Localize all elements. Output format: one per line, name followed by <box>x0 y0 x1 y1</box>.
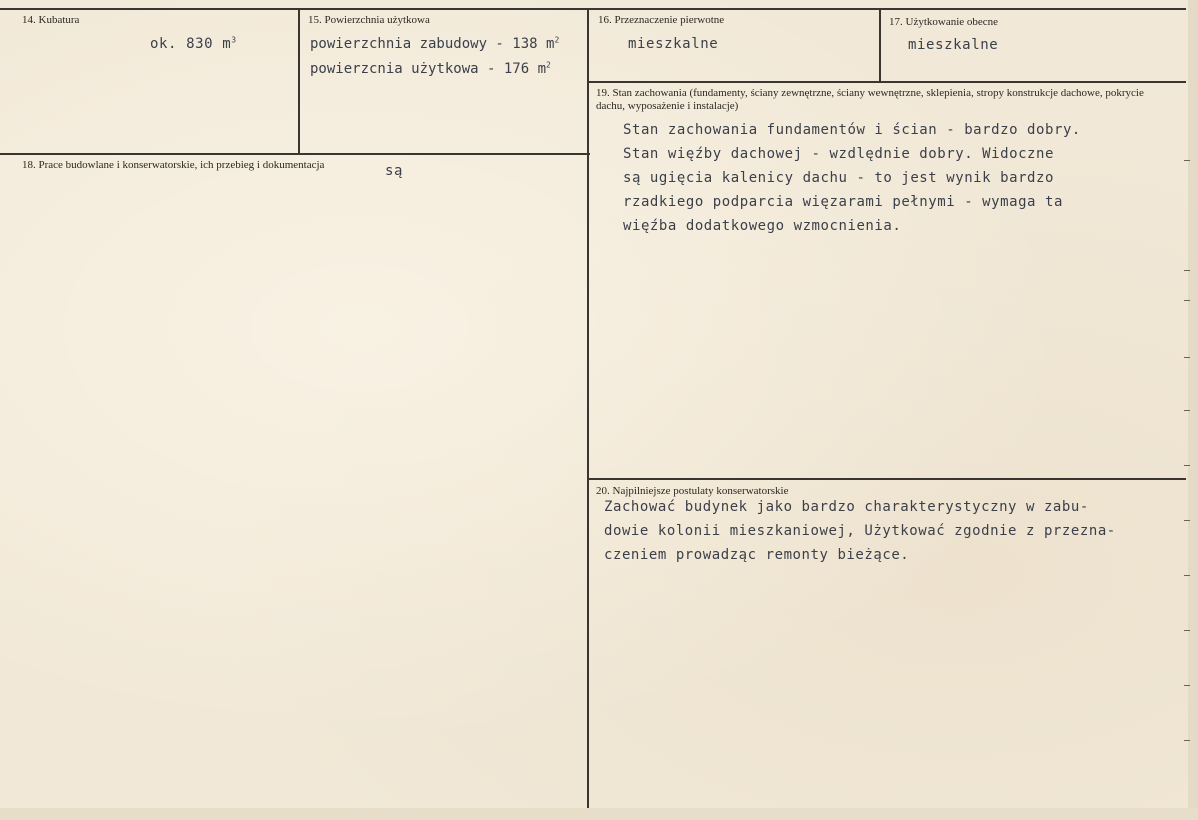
edge-tick <box>1184 685 1190 686</box>
field14-label: 14. Kubatura <box>22 14 80 26</box>
field15-line2 <box>310 61 551 77</box>
edge-tick <box>1184 270 1190 271</box>
field19-line: są ugięcia kalenicy dachu - to jest wynik bardzo <box>623 170 1054 186</box>
rule-above-field20 <box>588 478 1186 480</box>
field20-line: dowie kolonii mieszkaniowej, Użytkować zgodnie z przezna- <box>604 523 1116 539</box>
edge-tick <box>1184 575 1190 576</box>
edge-tick <box>1184 520 1190 521</box>
divider-14-15 <box>298 8 300 154</box>
field15-line1-text: powierzchnia zabudowy - 138 m <box>310 36 555 52</box>
edge-tick <box>1184 410 1190 411</box>
edge-tick <box>1184 357 1190 358</box>
rule-below-row1-left <box>0 153 590 155</box>
field17-label: 17. Użytkowanie obecne <box>889 16 999 28</box>
rule-below-row1-right <box>588 81 1186 83</box>
divider-16-17 <box>879 8 881 83</box>
field20-label: 20. Najpilniejsze postulaty konserwatorskie <box>596 485 789 497</box>
field19-label: 19. Stan zachowania (fundamenty, ściany zewnętrzne, ściany wewnętrzne, sklepienia, stropy konstrukcje dachowe, pokrycie dachu, wyposażenie i instalacje) <box>596 87 1144 112</box>
field17-value: mieszkalne <box>908 37 999 53</box>
field19-line: Stan więźby dachowej - wzdlędnie dobry. Widoczne <box>623 146 1054 162</box>
field20-text <box>604 495 1116 567</box>
field16-label: 16. Przeznaczenie pierwotne <box>598 14 725 26</box>
edge-tick <box>1184 300 1190 301</box>
field15-label: 15. Powierzchnia użytkowa <box>308 14 430 26</box>
field14-value-text: ok. 830 m <box>150 36 232 52</box>
field15-line1 <box>310 36 559 52</box>
field18-label: 18. Prace budowlane i konserwatorskie, ich przebieg i dokumentacja <box>22 159 325 171</box>
field19-line: więźba dodatkowego wzmocnienia. <box>623 218 902 234</box>
field19-line: Stan zachowania fundamentów i ścian - bardzo dobry. <box>623 122 1081 138</box>
field20-line: Zachować budynek jako bardzo charakterystyczny w zabu- <box>604 499 1089 515</box>
field19-line: rzadkiego podparcia więzarami pełnymi - wymaga ta <box>623 194 1063 210</box>
edge-tick <box>1184 160 1190 161</box>
top-rule <box>0 8 1186 10</box>
edge-tick <box>1184 630 1190 631</box>
field19-text <box>623 118 1081 238</box>
field14-value <box>150 36 237 52</box>
field16-value: mieszkalne <box>628 36 719 52</box>
field15-line2-sup: 2 <box>546 60 551 70</box>
field15-line2-text: powierzcnia użytkowa - 176 m <box>310 61 547 77</box>
field15-line1-sup: 2 <box>554 35 560 45</box>
divider-15-16 <box>587 8 589 812</box>
field14-value-sup: 3 <box>231 35 237 45</box>
edge-tick <box>1184 465 1190 466</box>
edge-tick <box>1184 740 1190 741</box>
sheet-bottom-edge <box>0 808 1198 820</box>
field20-line: czeniem prowadząc remonty bieżące. <box>604 547 910 563</box>
field18-value: są <box>385 163 404 179</box>
